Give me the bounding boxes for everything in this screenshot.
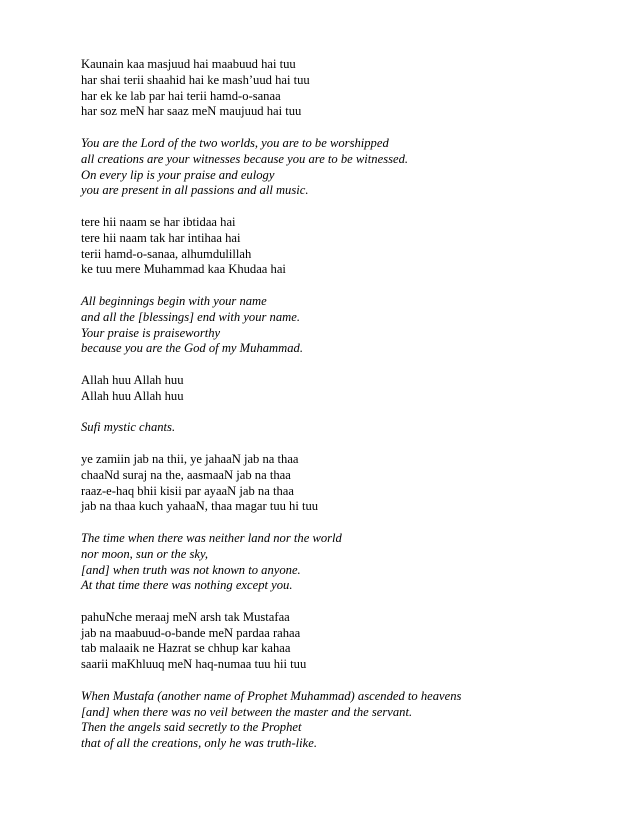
lyric-line: tere hii naam se har ibtidaa hai [81,214,236,229]
lyric-line: jab na thaa kuch yahaaN, thaa magar tuu hi tuu [81,499,319,514]
translation-stanza [81,531,621,594]
translation-line: Your praise is praiseworthy [81,325,221,340]
lyric-line: har soz meN har saaz meN maujuud hai tuu [81,104,302,119]
translation-line: All beginnings begin with your name [81,293,267,308]
translation-line: [and] when there was no veil between the master and the servant. [81,704,413,719]
translation-line: all creations are your witnesses because you are to be witnessed. [81,151,409,166]
translation-line: You are the Lord of the two worlds, you are to be worshipped [81,135,389,150]
translation-line: When Mustafa (another name of Prophet Muhammad) ascended to heavens [81,688,462,703]
lyric-line: terii hamd-o-sanaa, alhumdulillah [81,246,252,261]
lyric-line: raaz-e-haq bhii kisii par ayaaN jab na thaa [81,483,294,498]
lyrics-stanza [81,452,621,515]
translation-line: Sufi mystic chants. [81,420,176,435]
translation-stanza [81,294,621,357]
translation-line: nor moon, sun or the sky, [81,546,208,561]
lyric-line: Allah huu Allah huu [81,388,184,403]
lyrics-stanza [81,373,621,405]
lyric-line: chaaNd suraj na the, aasmaaN jab na thaa [81,467,291,482]
translation-line: Then the angels said secretly to the Prophet [81,720,302,735]
lyrics-stanza [81,57,621,120]
lyric-line: pahuNche meraaj meN arsh tak Mustafaa [81,609,290,624]
lyric-line: ke tuu mere Muhammad kaa Khudaa hai [81,262,286,277]
lyric-line: ye zamiin jab na thii, ye jahaaN jab na thaa [81,451,299,466]
lyric-line: Allah huu Allah huu [81,372,184,387]
translation-line: that of all the creations, only he was truth-like. [81,736,317,751]
lyric-line: saarii maKhluuq meN haq-numaa tuu hii tuu [81,657,307,672]
translation-line: [and] when truth was not known to anyone. [81,562,301,577]
lyric-line: Kaunain kaa masjuud hai maabuud hai tuu [81,57,296,71]
translation-stanza [81,420,621,436]
lyrics-stanza [81,610,621,673]
lyrics-stanza [81,215,621,278]
translation-line: because you are the God of my Muhammad. [81,341,303,356]
lyric-line: har shai terii shaahid hai ke mash’uud hai tuu [81,72,310,87]
lyric-line: tab malaaik ne Hazrat se chhup kar kahaa [81,641,291,656]
lyric-line: har ek ke lab par hai terii hamd-o-sanaa [81,88,281,103]
lyric-line: jab na maabuud-o-bande meN pardaa rahaa [81,625,301,640]
translation-line: At that time there was nothing except you. [81,578,293,593]
translation-stanza [81,689,621,752]
document-page [81,57,621,768]
translation-line: The time when there was neither land nor the world [81,530,342,545]
translation-stanza [81,136,621,199]
translation-line: and all the [blessings] end with your name. [81,309,300,324]
translation-line: you are present in all passions and all music. [81,183,309,198]
translation-line: On every lip is your praise and eulogy [81,167,275,182]
lyric-line: tere hii naam tak har intihaa hai [81,230,241,245]
